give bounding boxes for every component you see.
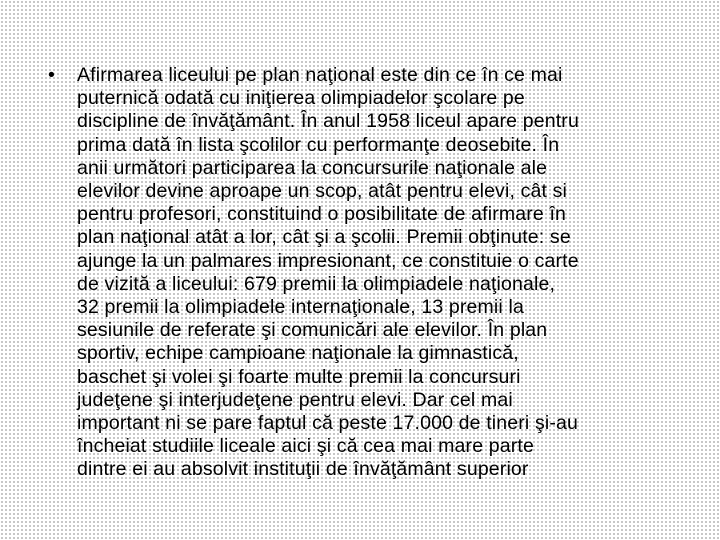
- paragraph-line: important ni se pare faptul că peste 17.000 de tineri şi-au: [77, 412, 578, 435]
- paragraph-line: baschet şi volei şi foarte multe premii la concursuri: [77, 365, 521, 388]
- paragraph-line: ajunge la un palmares impresionant, ce constituie o carte: [77, 249, 579, 272]
- paragraph-line: prima dată în lista şcolilor cu performanţe deosebite. În: [77, 133, 560, 156]
- paragraph-line: puternică odată cu iniţierea olimpiadelor şcolare pe: [77, 87, 525, 110]
- paragraph-line: judeţene şi interjudeţene pentru elevi. Dar cel mai: [77, 388, 513, 411]
- paragraph-line: sportiv, echipe campioane naţionale la gimnastică,: [77, 342, 519, 365]
- paragraph-line: dintre ei au absolvit instituţii de învăţământ superior: [77, 458, 529, 481]
- paragraph-text: [77, 64, 698, 482]
- paragraph-line: de vizită a liceului: 679 premii la olimpiadele naţionale,: [77, 272, 556, 295]
- paragraph-line: Afirmarea liceului pe plan naţional este din ce în ce mai: [77, 64, 563, 86]
- paragraph-line: anii următori participarea la concursurile naţionale ale: [77, 156, 548, 179]
- paragraph-line: plan naţional atât a lor, cât şi a şcolii. Premii obţinute: se: [77, 226, 571, 249]
- bullet-list: [48, 64, 698, 482]
- paragraph-line: încheiat studiile liceale aici şi că cea mai mare parte: [77, 435, 534, 458]
- bullet-item: [48, 64, 698, 482]
- paragraph-line: pentru profesori, constituind o posibilitate de afirmare în: [77, 203, 567, 226]
- bullet-icon: •: [48, 64, 55, 86]
- paragraph-line: discipline de învăţământ. În anul 1958 liceul apare pentru: [77, 110, 579, 133]
- paragraph-line: sesiunile de referate şi comunicări ale elevilor. În plan: [77, 319, 548, 342]
- paragraph-line: elevilor devine aproape un scop, atât pentru elevi, cât si: [77, 180, 567, 203]
- paragraph-line: 32 premii la olimpiadele internaţionale, 13 premii la: [77, 296, 524, 319]
